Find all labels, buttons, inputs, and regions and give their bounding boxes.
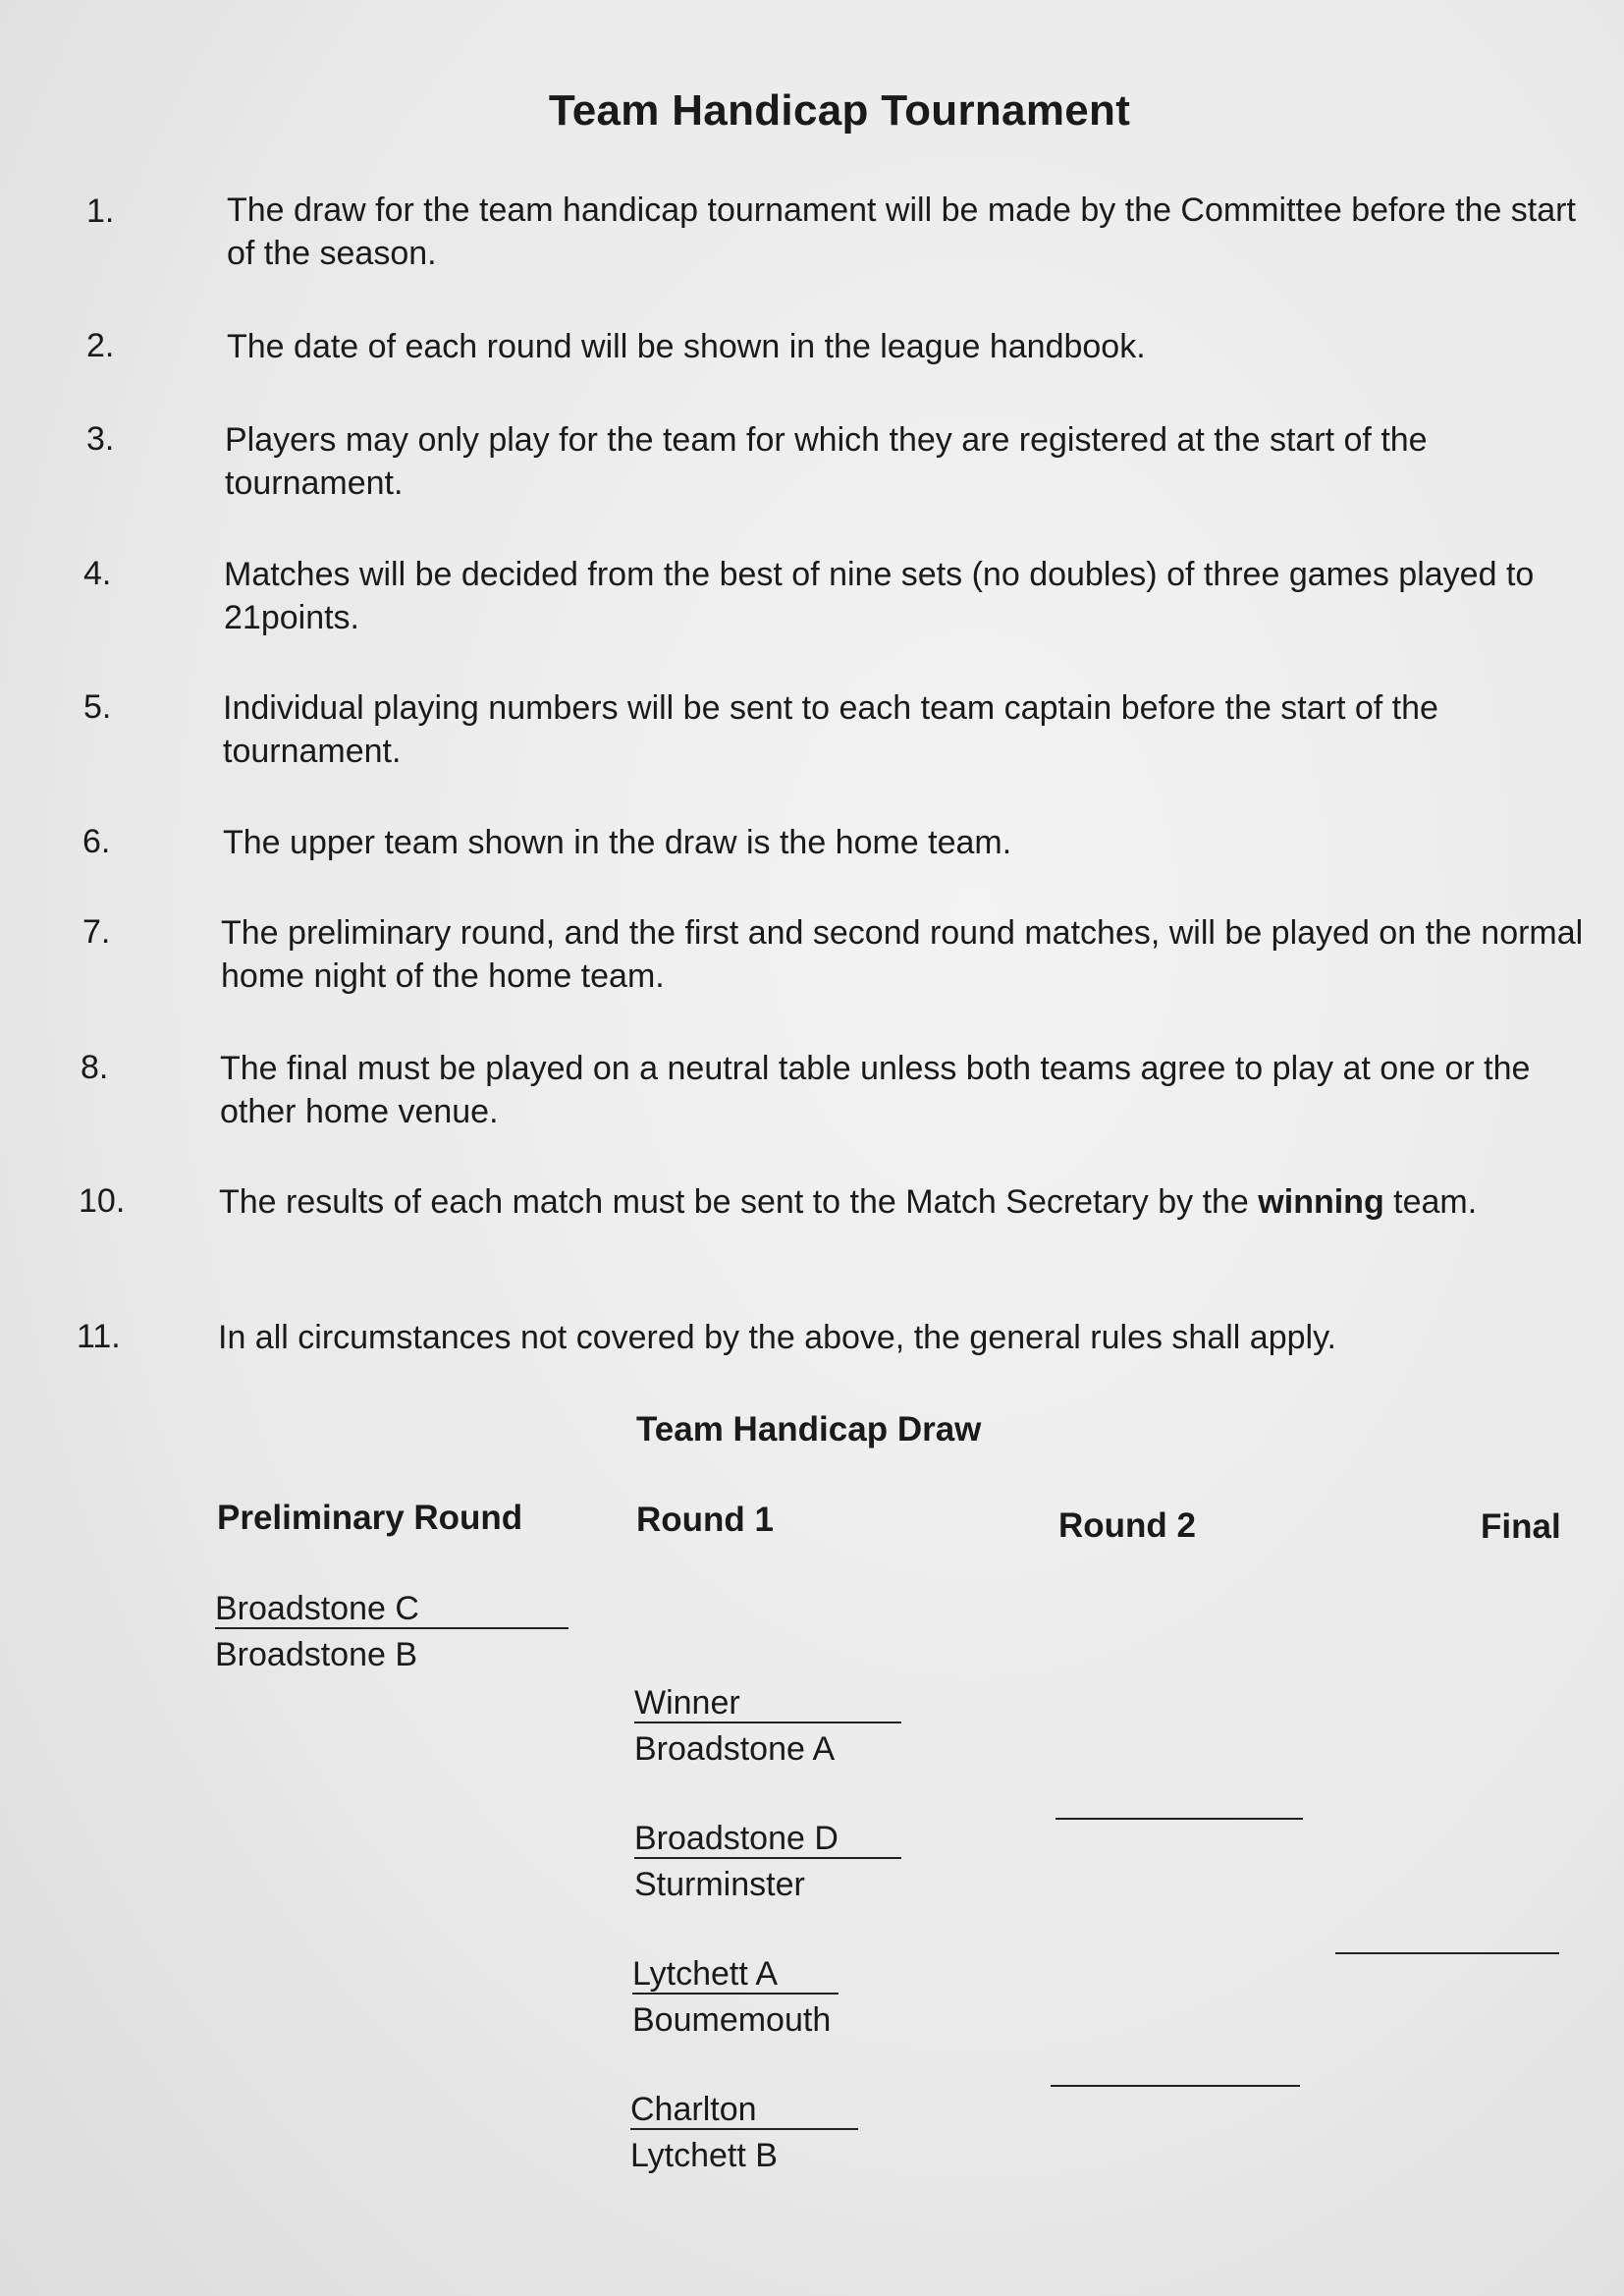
team-name: Broadstone A: [634, 1730, 836, 1768]
round-2-blank-line: [1051, 2085, 1300, 2087]
team-name: Boumemouth: [632, 2001, 832, 2039]
rule-number: 7.: [82, 913, 111, 951]
final-blank-line: [1335, 1952, 1559, 1954]
rule-text: Matches will be decided from the best of nine sets (no doubles) of three games played to 21points.: [224, 556, 1535, 636]
bracket-line: [634, 1722, 901, 1723]
rule-text: In all circumstances not covered by the above, the general rules shall apply.: [218, 1319, 1336, 1356]
bracket-line: [215, 1627, 568, 1629]
rule-text-emphasis: winning: [1258, 1183, 1384, 1221]
column-heading-round-1: Round 1: [636, 1501, 774, 1539]
team-name: Broadstone D: [634, 1820, 839, 1857]
rule-number: 5.: [83, 688, 112, 726]
rule-text: [219, 1180, 1584, 1224]
rule-number: 10.: [79, 1182, 126, 1220]
team-name: Sturminster: [634, 1866, 805, 1903]
team-name: Winner: [634, 1684, 740, 1722]
rule-text: The preliminary round, and the first and second round matches, will be played on the normal home night of the home team.: [221, 914, 1584, 995]
team-name: Charlton: [630, 2091, 757, 2128]
column-heading-preliminary: Preliminary Round: [217, 1499, 523, 1537]
column-heading-final: Final: [1481, 1507, 1561, 1546]
rule-number: 8.: [81, 1049, 109, 1086]
rule-number: 2.: [86, 327, 115, 364]
round-2-blank-line: [1056, 1818, 1303, 1820]
bracket-line: [632, 1993, 839, 1995]
rule-text: The upper team shown in the draw is the home team.: [223, 824, 1012, 861]
rule-number: 11.: [77, 1318, 121, 1355]
rule-text: The final must be played on a neutral table unless both teams agree to play at one or the other home venue.: [220, 1050, 1531, 1130]
rule-text-part: team.: [1383, 1183, 1478, 1221]
rule-text-part: The results of each match must be sent to the Match Secretary by the: [219, 1183, 1259, 1221]
team-name: Lytchett B: [630, 2137, 778, 2174]
rule-text: Players may only play for the team for which they are registered at the start of the tournament.: [225, 421, 1428, 502]
bracket-line: [630, 2128, 858, 2130]
rule-number: 3.: [86, 420, 115, 458]
draw-title: Team Handicap Draw: [636, 1410, 982, 1449]
rule-number: 1.: [86, 192, 115, 230]
column-heading-round-2: Round 2: [1058, 1506, 1196, 1545]
page-title: Team Handicap Tournament: [548, 86, 1131, 135]
team-name: Broadstone B: [215, 1636, 418, 1673]
rule-text: The draw for the team handicap tournament will be made by the Committee before the start of the season.: [227, 191, 1576, 272]
rule-text: Individual playing numbers will be sent to each team captain before the start of the tournament.: [223, 689, 1438, 770]
rule-text: The date of each round will be shown in the league handbook.: [227, 328, 1146, 365]
team-name: Lytchett A: [632, 1955, 779, 1993]
bracket-line: [634, 1857, 901, 1859]
rule-number: 6.: [82, 823, 111, 860]
rule-number: 4.: [83, 555, 112, 592]
team-name: Broadstone C: [215, 1590, 419, 1627]
